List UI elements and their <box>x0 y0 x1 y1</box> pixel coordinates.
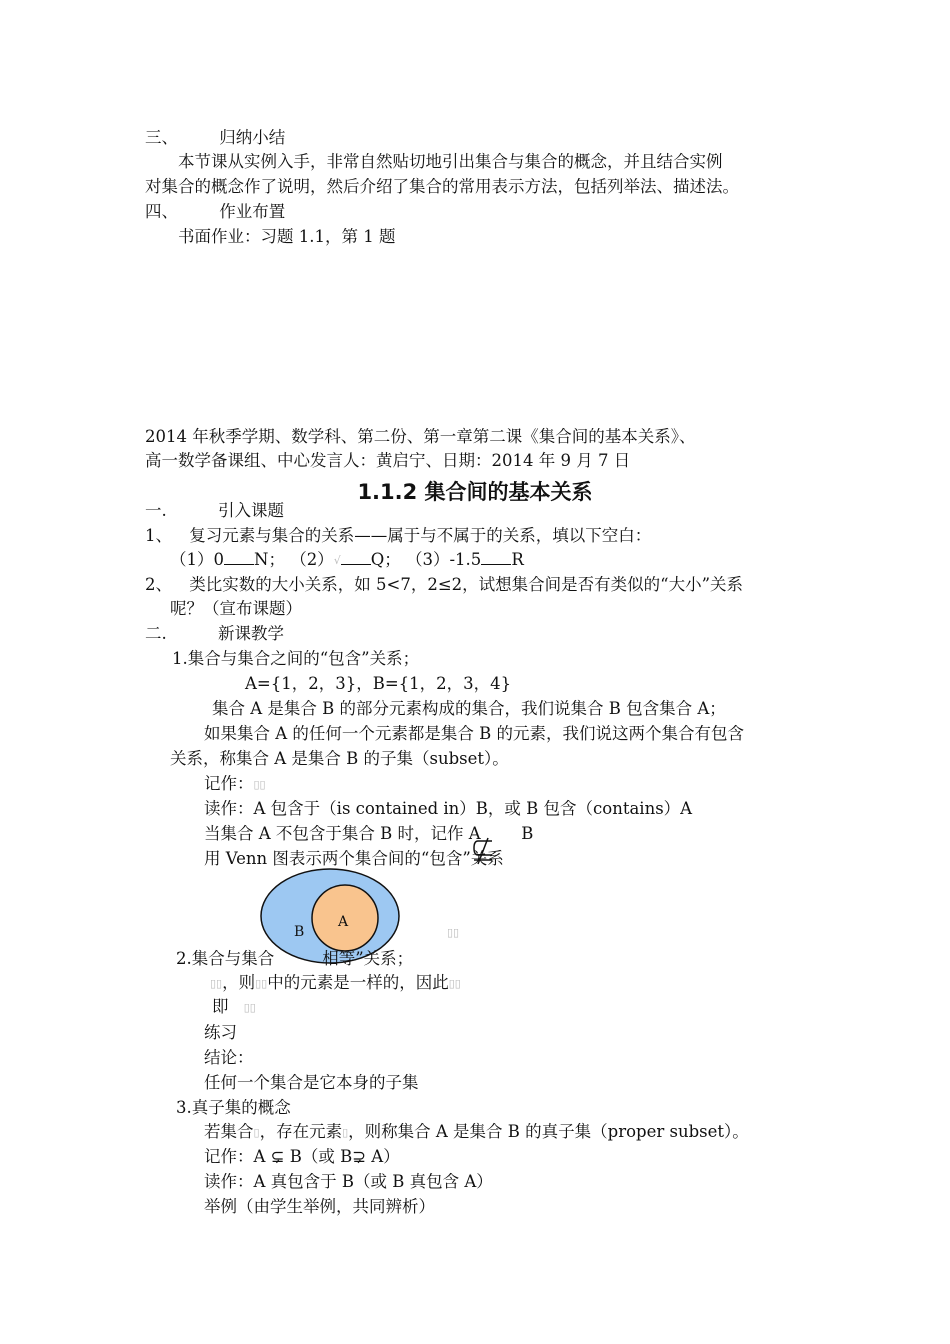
section-3-definition <box>204 1121 749 1144</box>
homework-text: 书面作业：习题 1.1，第 1 题 <box>178 227 396 246</box>
section-3-read: 读作：A 真包含于 B（或 B 真包含 A） <box>204 1172 493 1191</box>
section-1-example: A={1，2，3}，B={1，2，3，4} <box>245 674 512 693</box>
blank-3-label: （3）-1.5 <box>405 550 482 569</box>
summary-para-2: 对集合的概念作了说明，然后介绍了集合的常用表示方法，包括列举法、描述法。 <box>145 177 739 196</box>
section-1-read: 读作：A 包含于（is contained in）B，或 B 包含（contains）A <box>204 799 693 818</box>
blank-1-label: （1）0 <box>170 550 224 569</box>
venn-inner-label: A <box>338 914 349 930</box>
section-1-para-2-cont: 关系，称集合 A 是集合 B 的子集（subset）。 <box>170 749 509 768</box>
summary-para-1: 本节课从实例入手，非常自然贴切地引出集合与集合的概念，并且结合实例 <box>178 152 723 171</box>
section-3-def-b: ，存在元素 <box>259 1122 343 1141</box>
section-3-def-a: 若集合 <box>204 1122 254 1141</box>
intro-item-1 <box>145 525 651 547</box>
section-2-line-2-text: 即 <box>212 997 229 1016</box>
section-1-para-1: 集合 A 是集合 B 的部分元素构成的集合，我们说集合 B 包含集合 A； <box>212 699 726 718</box>
section-1-not-subset-b: B <box>521 824 534 843</box>
new-lesson-heading-text: 新课教学 <box>218 624 284 643</box>
new-lesson-heading <box>145 623 284 645</box>
blank-3[interactable] <box>481 550 511 565</box>
conclusion-label: 结论： <box>204 1048 254 1067</box>
homework-heading-num: 四、 <box>145 202 178 221</box>
formula-placeholder-icon: ▯▯ <box>448 976 461 990</box>
intro-item-2-num: 2、 <box>145 575 172 594</box>
intro-item-1-num: 1、 <box>145 526 172 545</box>
blank-2[interactable] <box>341 550 371 565</box>
intro-heading <box>145 500 284 522</box>
section-1-notation <box>204 773 266 796</box>
homework-heading-text: 作业布置 <box>219 202 286 221</box>
section-2-title-b: 相等”关系； <box>322 949 414 968</box>
practice-label: 练习 <box>204 1023 237 1042</box>
section-3-title: 3.真子集的概念 <box>176 1098 291 1117</box>
formula-placeholder-icon: ▯▯ <box>243 1000 256 1014</box>
formula-placeholder-icon: ▯▯ <box>253 777 266 791</box>
blank-1-end: N； <box>254 550 285 569</box>
section-2-line-2 <box>212 996 256 1019</box>
formula-placeholder-icon: ▯ <box>253 1125 260 1139</box>
section-1-not-subset-text: 当集合 A 不包含于集合 B 时，记作 A <box>204 824 481 843</box>
summary-heading <box>145 127 285 149</box>
section-1-para-2: 如果集合 A 的任何一个元素都是集合 B 的元素，我们说这两个集合有包含 <box>204 724 745 743</box>
sqrt-symbol-icon: √ <box>333 553 341 567</box>
formula-placeholder-icon: ▯▯ <box>447 926 460 939</box>
meta-line-1: 2014 年秋季学期、数学科、第二份、第一章第二课《集合间的基本关系》、 <box>145 427 696 446</box>
formula-placeholder-icon: ▯▯ <box>255 976 268 990</box>
blank-2-end: Q； <box>370 550 401 569</box>
meta-line-2: 高一数学备课组、中心发言人：黄启宁、日期：2014 年 9 月 7 日 <box>145 451 631 470</box>
summary-heading-num: 三、 <box>145 128 178 147</box>
venn-outer-label: B <box>294 924 305 940</box>
section-1-venn-text: 用 Venn 图表示两个集合间的“包含”关系 <box>204 849 504 868</box>
blank-1[interactable] <box>224 550 254 565</box>
section-3-def-c: ，则称集合 A 是集合 B 的真子集（proper subset）。 <box>348 1122 749 1141</box>
section-2-line-1 <box>210 972 461 995</box>
section-1-not-subset <box>204 823 533 845</box>
homework-heading <box>145 201 285 223</box>
section-2-title <box>176 948 413 970</box>
blank-3-end: R <box>511 550 524 569</box>
blank-2-label: （2） <box>290 550 334 569</box>
intro-item-2-cont: 呢？（宣布课题） <box>170 599 302 618</box>
section-3-notation: 记作：A ⊊ B（或 B⊋ A） <box>204 1147 400 1166</box>
intro-heading-num: 一. <box>145 501 167 520</box>
formula-placeholder-icon: ▯ <box>342 1125 349 1139</box>
new-lesson-heading-num: 二. <box>145 624 167 643</box>
conclusion-text: 任何一个集合是它本身的子集 <box>204 1073 419 1092</box>
section-1-title: 1.集合与集合之间的“包含”关系； <box>172 649 420 668</box>
section-2-line-1-a: ，则 <box>222 973 256 992</box>
section-2-line-1-b: 中的元素是一样的，因此 <box>267 973 449 992</box>
intro-blanks <box>170 549 524 572</box>
formula-placeholder-icon: ▯▯ <box>210 976 223 990</box>
section-3-example: 举例（由学生举例，共同辨析） <box>204 1197 435 1216</box>
intro-heading-text: 引入课题 <box>218 501 284 520</box>
intro-item-1-text: 复习元素与集合的关系——属于与不属于的关系，填以下空白： <box>189 526 652 545</box>
summary-heading-text: 归纳小结 <box>219 128 286 147</box>
intro-item-2-text: 类比实数的大小关系，如 5<7，2≤2，试想集合间是否有类似的“大小”关系 <box>189 575 744 594</box>
intro-item-2 <box>145 574 743 596</box>
section-1-notation-label: 记作： <box>204 774 254 793</box>
document-title: 1.1.2 集合间的基本关系 <box>357 480 593 504</box>
section-2-title-a: 2.集合与集合 <box>176 949 275 968</box>
